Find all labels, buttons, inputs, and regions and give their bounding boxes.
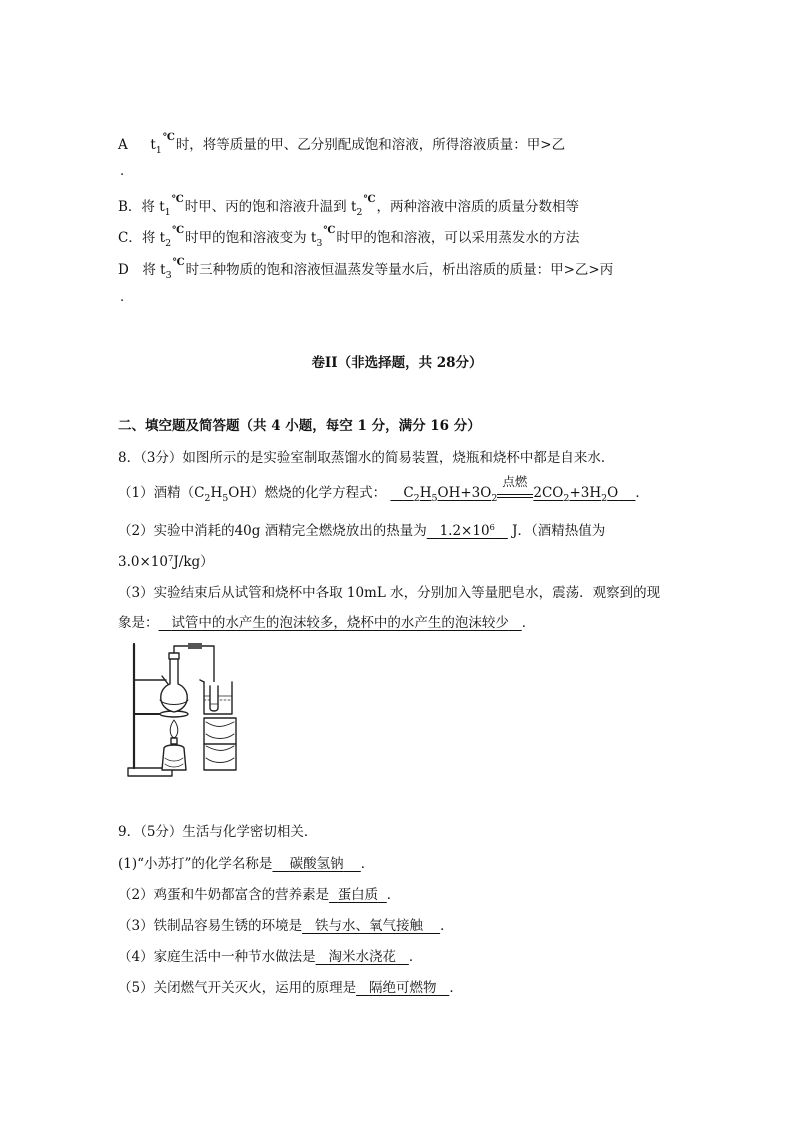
reaction-condition: 点燃 <box>502 473 528 489</box>
part-title: 二、填空题及简答题（共 4 小题，每空 1 分，满分 16 分） <box>118 418 481 434</box>
option-a: A $t_1^℃$时，将等质量的甲、乙分别配成饱和溶液，所得溶液质量：甲>乙 <box>118 132 566 156</box>
alcohol-lamp <box>162 745 186 770</box>
q8-sub2-cont: $3.0\times 10^7J/kg$） <box>118 554 214 570</box>
q9-item-4: （4）家庭生活中一种节水做法是 淘米水浇花 ． <box>118 949 423 965</box>
q9-item-1: (1)“小苏打”的化学名称是 碳酸氢钠 ． <box>118 856 375 872</box>
q9-item-3: （3）铁制品容易生锈的环境是 铁与水、氧气接触 ． <box>118 918 454 934</box>
q8-equation-answer: $C_2H_5OH+3O_2$ <box>403 485 498 504</box>
q9-stem: 9．（5分）生活与化学密切相关． <box>118 824 318 840</box>
q8-sub3-line1: （3）实验结束后从试管和烧杯中各取 10mL 水，分别加入等量肥皂水，震荡．观察到的现 <box>118 585 661 601</box>
option-b: B．将 $t_1^℃$时甲、丙的饱和溶液升温到 $t_2^℃$，两种溶液中溶质的质量分数相等 <box>118 194 579 218</box>
option-c: C．将 $t_2^℃$时甲的饱和溶液变为 $t_3^℃$时甲的饱和溶液，可以采用蒸发水的方法 <box>118 225 580 249</box>
q9-item-5: （5）关闭燃气开关灭火，运用的原理是 隔绝可燃物 ． <box>118 980 463 996</box>
reaction-arrow <box>497 473 533 503</box>
option-a-dot: . <box>120 164 125 179</box>
q9-item-2: （2）鸡蛋和牛奶都富含的营养素是 蛋白质 ． <box>118 887 401 903</box>
distillation-apparatus-figure <box>126 642 242 778</box>
q8-heat-answer: $1.2\times 10^6$ <box>439 523 495 539</box>
q8-observation-answer: 试管中的水产生的泡沫较多，烧杯中的水产生的泡沫较少 <box>171 615 509 631</box>
q8-sub3-line2: 象是： 试管中的水产生的泡沫较多，烧杯中的水产生的泡沫较少 ． <box>118 615 536 631</box>
section-title: 卷II（非选择题，共 28分） <box>311 355 483 371</box>
option-a-label: A <box>118 137 128 153</box>
q8-sub1: （1）酒精$(C_2H_5OH)$燃烧的化学方程式： $C_2H_5OH+3O_2$ 点燃 $2CO_2+3H_2O$ ． <box>118 473 649 504</box>
q8-sub2: （2）实验中消耗的40g 酒精完全燃烧放出的热量为 $1.2\times 10^6$ J．（酒精热值为 <box>118 523 606 539</box>
option-a-text: 时，将等质量的甲、乙分别配成饱和溶液，所得溶液质量：甲>乙 <box>175 137 566 153</box>
option-d: D 将 $t_3^℃$时三种物质的饱和溶液恒温蒸发等量水后，析出溶质的质量：甲>乙>丙 <box>118 257 614 281</box>
q8-stem: 8．（3分）如图所示的是实验室制取蒸馏水的简易装置，烧瓶和烧杯中都是自来水． <box>118 450 615 466</box>
option-d-dot: . <box>120 290 125 305</box>
